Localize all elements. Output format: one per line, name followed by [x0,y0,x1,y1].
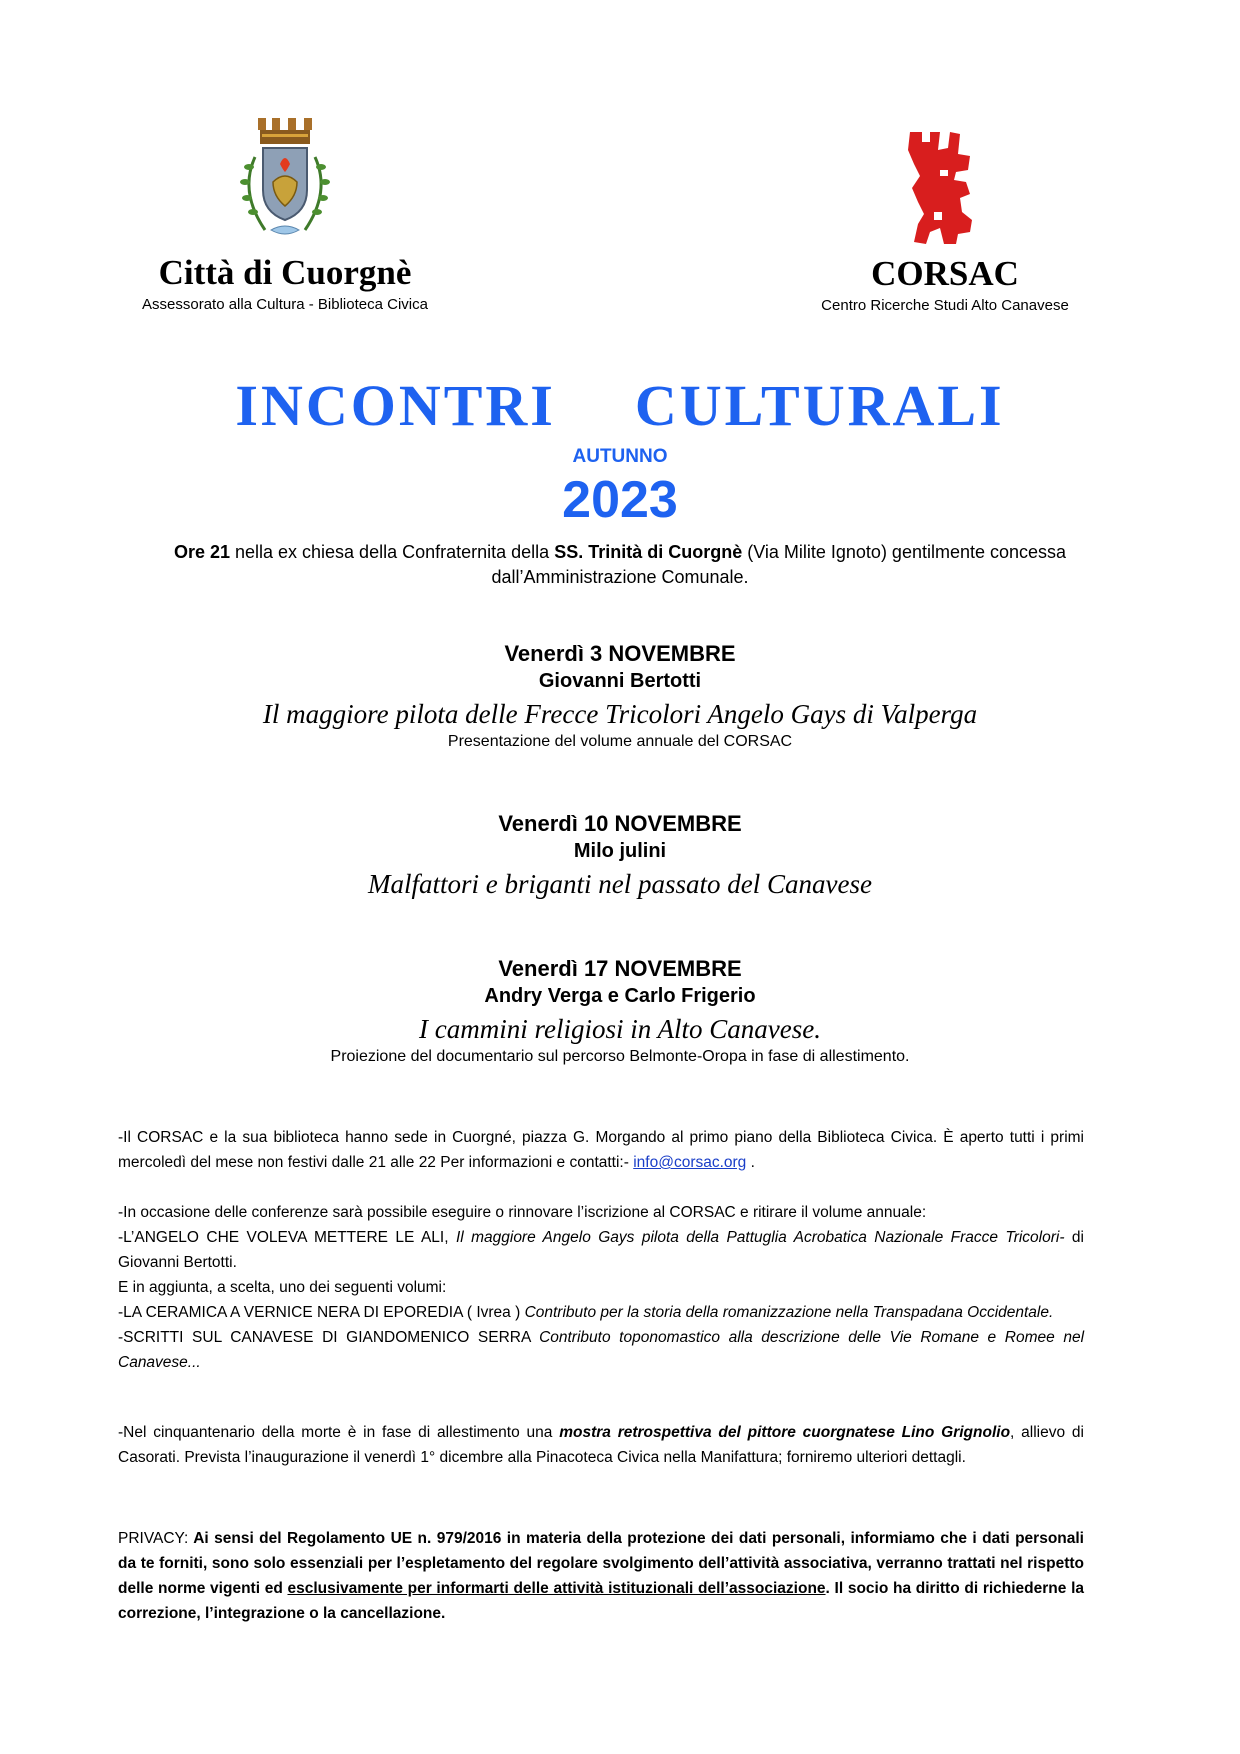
book-2-title: -SCRITTI SUL CANAVESE DI GIANDOMENICO SERRA [118,1329,540,1346]
exhibition-highlight: mostra retrospettiva del pittore cuorgnatese Lino Grignolio [559,1424,1011,1441]
event-date: Venerdì 17 NOVEMBRE [498,956,742,981]
city-subtitle: Assessorato alla Cultura - Biblioteca Civica [142,296,428,313]
exhibition-before: -Nel cinquantenario della morte è in fase di allestimento una [118,1424,560,1441]
exhibition-after: , allievo di Casorati. Prevista l’inaugurazione il venerdì 1° dicembre alla Pinacoteca Civica nella Manifattura; forniremo ulteriori dettagli. [118,1424,1084,1466]
church-name: SS. Trinità di Cuorgnè [554,542,743,562]
event-item [0,955,1240,1067]
book-1-subtitle: Contributo per la storia della romanizzazione nella Transpadana Occidentale. [524,1304,1054,1321]
privacy-label: PRIVACY: [118,1530,189,1547]
time-text: Ore 21 [173,542,230,562]
event-speaker: Milo julini [573,840,667,862]
corsac-logo-block [785,128,1105,316]
privacy-text-1: Ai sensi del Regolamento UE n. 979/2016 in materia della protezione dei dati personali, informiamo che i dati personali da te forniti, sono solo essenziali per l’espletamento del regolare svolgimento dell’attività associativa, verranno trattati nel rispetto delle norme vigenti ed [118,1530,1084,1597]
membership-note [118,1200,1084,1375]
location-paragraph [110,540,1130,590]
headquarters-note [118,1125,1084,1175]
corsac-subtitle: Centro Ricerche Studi Alto Canavese [821,297,1069,314]
corsac-red-figure-logo-icon [900,128,990,248]
email-link[interactable]: info@corsac.org [633,1154,747,1171]
municipal-coat-of-arms-icon [225,112,345,247]
year-label: 2023 [562,471,678,529]
book-2-subtitle: Contributo toponomastico alla descrizione delle Vie Romane e Romee nel Canavese... [118,1329,1085,1371]
event-item [0,640,1240,752]
event-talk-title: Il maggiore pilota delle Frecce Tricolori Angelo Gays di Valperga [262,699,978,729]
season-label: AUTUNNO [572,446,668,467]
corsac-name: CORSAC [871,254,1019,293]
exhibition-note [118,1420,1084,1470]
event-speaker: Giovanni Bertotti [538,670,702,692]
headquarters-after: . [746,1154,755,1171]
choice-line: E in aggiunta, a scelta, uno dei seguenti volumi: [118,1279,447,1296]
city-logo-block [120,112,450,315]
event-date: Venerdì 10 NOVEMBRE [498,811,742,836]
privacy-note [118,1526,1084,1626]
event-item [0,810,1240,901]
headquarters-text: -Il CORSAC e la sua biblioteca hanno sede in Cuorgné, piazza G. Morgando al primo piano della Biblioteca Civica. È aperto tutti i primi mercoledì del mese non festivi dalle 21 alle 22 Per informazioni e contatti:- [118,1129,1084,1171]
book-1-title: -LA CERAMICA A VERNICE NERA DI EPOREDIA ( Ivrea ) [118,1304,525,1321]
location-text-1: nella ex chiesa della Confraternita della [229,542,555,562]
membership-line: -In occasione delle conferenze sarà possibile eseguire o rinnovare l’iscrizione al CORSAC e ritirare il volume annuale: [118,1204,927,1221]
privacy-text-2: . Il socio ha diritto di richiederne la correzione, l’integrazione o la cancellazione. [118,1580,1085,1622]
event-speaker: Andry Verga e Carlo Frigerio [484,985,756,1007]
event-note: Presentazione del volume annuale del CORSAC [447,733,793,750]
book-main-subtitle: Il maggiore Angelo Gays pilota della Pattuglia Acrobatica Nazionale Fracce Tricolori- [455,1229,1065,1246]
event-talk-title: Malfattori e briganti nel passato del Canavese [368,869,872,899]
privacy-underlined-text: esclusivamente per informarti delle attività istituzionali dell’associazione [287,1580,826,1597]
event-talk-title: I cammini religiosi in Alto Canavese. [419,1014,821,1044]
event-note: Proiezione del documentario sul percorso Belmonte-Oropa in fase di allestimento. [330,1048,910,1065]
book-main-author: di Giovanni Bertotti. [118,1229,1084,1271]
book-main-title: -L’ANGELO CHE VOLEVA METTERE LE ALI, [118,1229,456,1246]
city-name: Città di Cuorgnè [158,253,412,292]
location-text-2: (Via Milite Ignoto) gentilmente concessa dall’Amministrazione Comunale. [491,542,1067,587]
event-date: Venerdì 3 NOVEMBRE [504,641,736,666]
page-title: INCONTRI CULTURALI [235,373,1005,438]
